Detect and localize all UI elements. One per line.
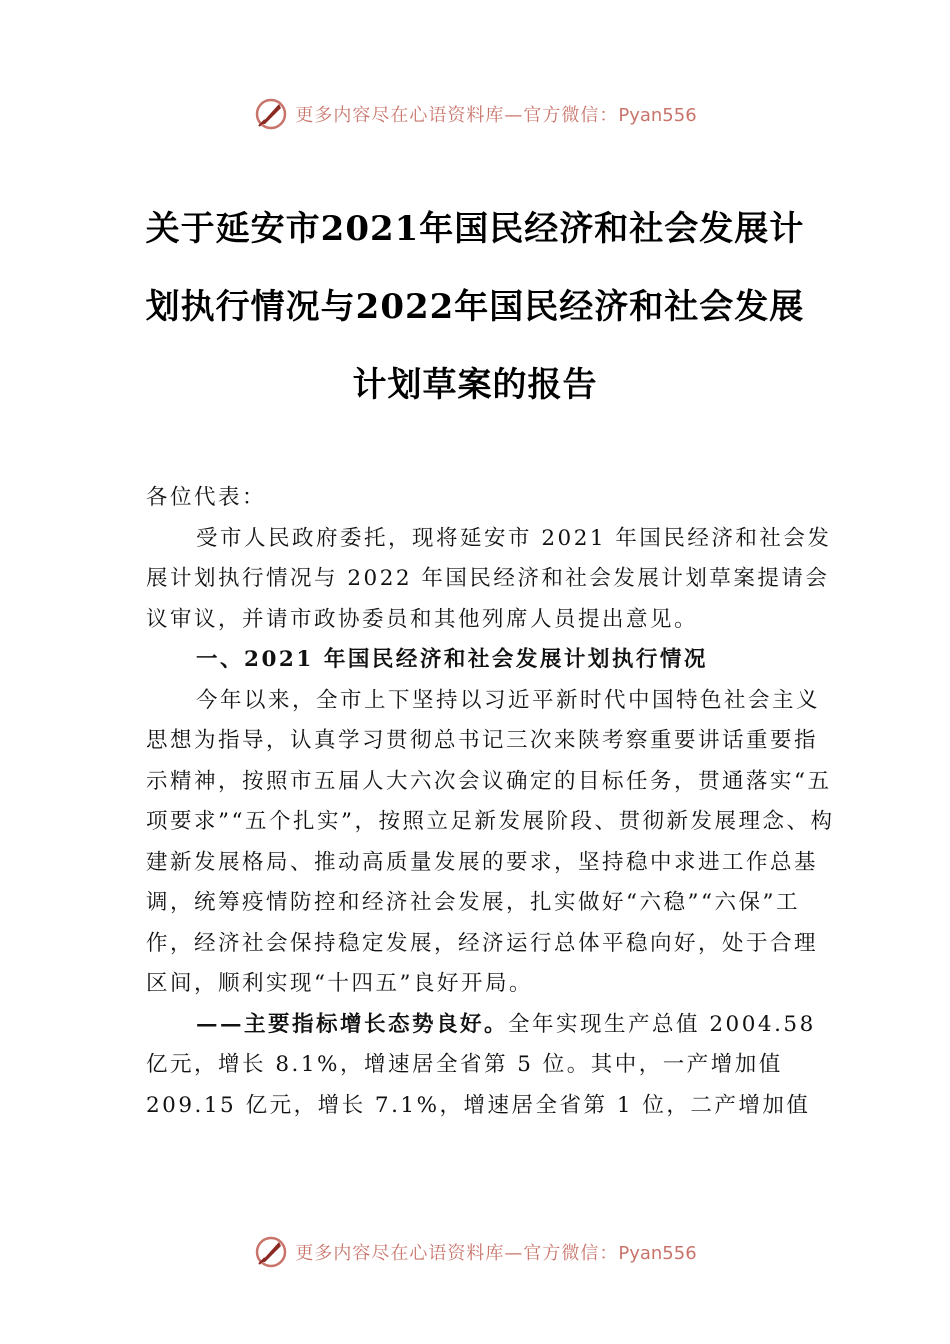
- watermark-banner-top: [0, 94, 950, 134]
- section-heading: 一、2021 年国民经济和社会发展计划执行情况: [196, 647, 708, 672]
- indicator-lead: ——主要指标增长态势良好。: [196, 1011, 509, 1037]
- watermark-banner-bottom: [0, 1232, 950, 1272]
- title-line-3: 计划草案的报告: [352, 365, 598, 405]
- watermark-handle: Pyan556: [618, 1243, 697, 1264]
- indicator-text: 全年实现生产总值 2004.58 亿元，增长 8.1%，增速居全省第 5 位。其中，一产增加值 209.15 亿元，增长 7.1%，增速居全省第 1 位，二产增加值: [146, 1011, 816, 1118]
- document-body: [146, 478, 836, 1126]
- indicator-paragraph: [146, 1005, 836, 1127]
- title-line-2: 划执行情况与2022年国民经济和社会发展: [145, 287, 805, 327]
- watermark-handle: Pyan556: [618, 105, 697, 126]
- document-title: [100, 190, 850, 424]
- quill-logo-icon: [253, 96, 289, 132]
- intro-paragraph: 受市人民政府委托，现将延安市 2021 年国民经济和社会发展计划执行情况与 2022 年国民经济和社会发展计划草案提请会议审议，并请市政协委员和其他列席人员提出意见。: [146, 525, 832, 632]
- quill-logo-icon: [253, 1234, 289, 1270]
- watermark-text: 更多内容尽在心语资料库—官方微信：Pyan556: [295, 1243, 697, 1264]
- title-line-1: 关于延安市2021年国民经济和社会发展计: [145, 209, 805, 249]
- salutation: 各位代表：: [146, 485, 267, 510]
- watermark-text: 更多内容尽在心语资料库—官方微信：Pyan556: [295, 105, 697, 126]
- section-paragraph: 今年以来，全市上下坚持以习近平新时代中国特色社会主义思想为指导，认真学习贯彻总书记三次来陕考察重要讲话重要指示精神，按照市五届人大六次会议确定的目标任务，贯通落实“五项要求”“五个扎实”，按照立足新发展阶段、贯彻新发展理念、构建新发展格局、推动高质量发展的要求，坚持稳中求进工作总基调，统筹疫情防控和经济社会发展，扎实做好“六稳”“六保”工作，经济社会保持稳定发展，经济运行总体平稳向好，处于合理区间，顺利实现“十四五”良好开局。: [146, 687, 835, 996]
